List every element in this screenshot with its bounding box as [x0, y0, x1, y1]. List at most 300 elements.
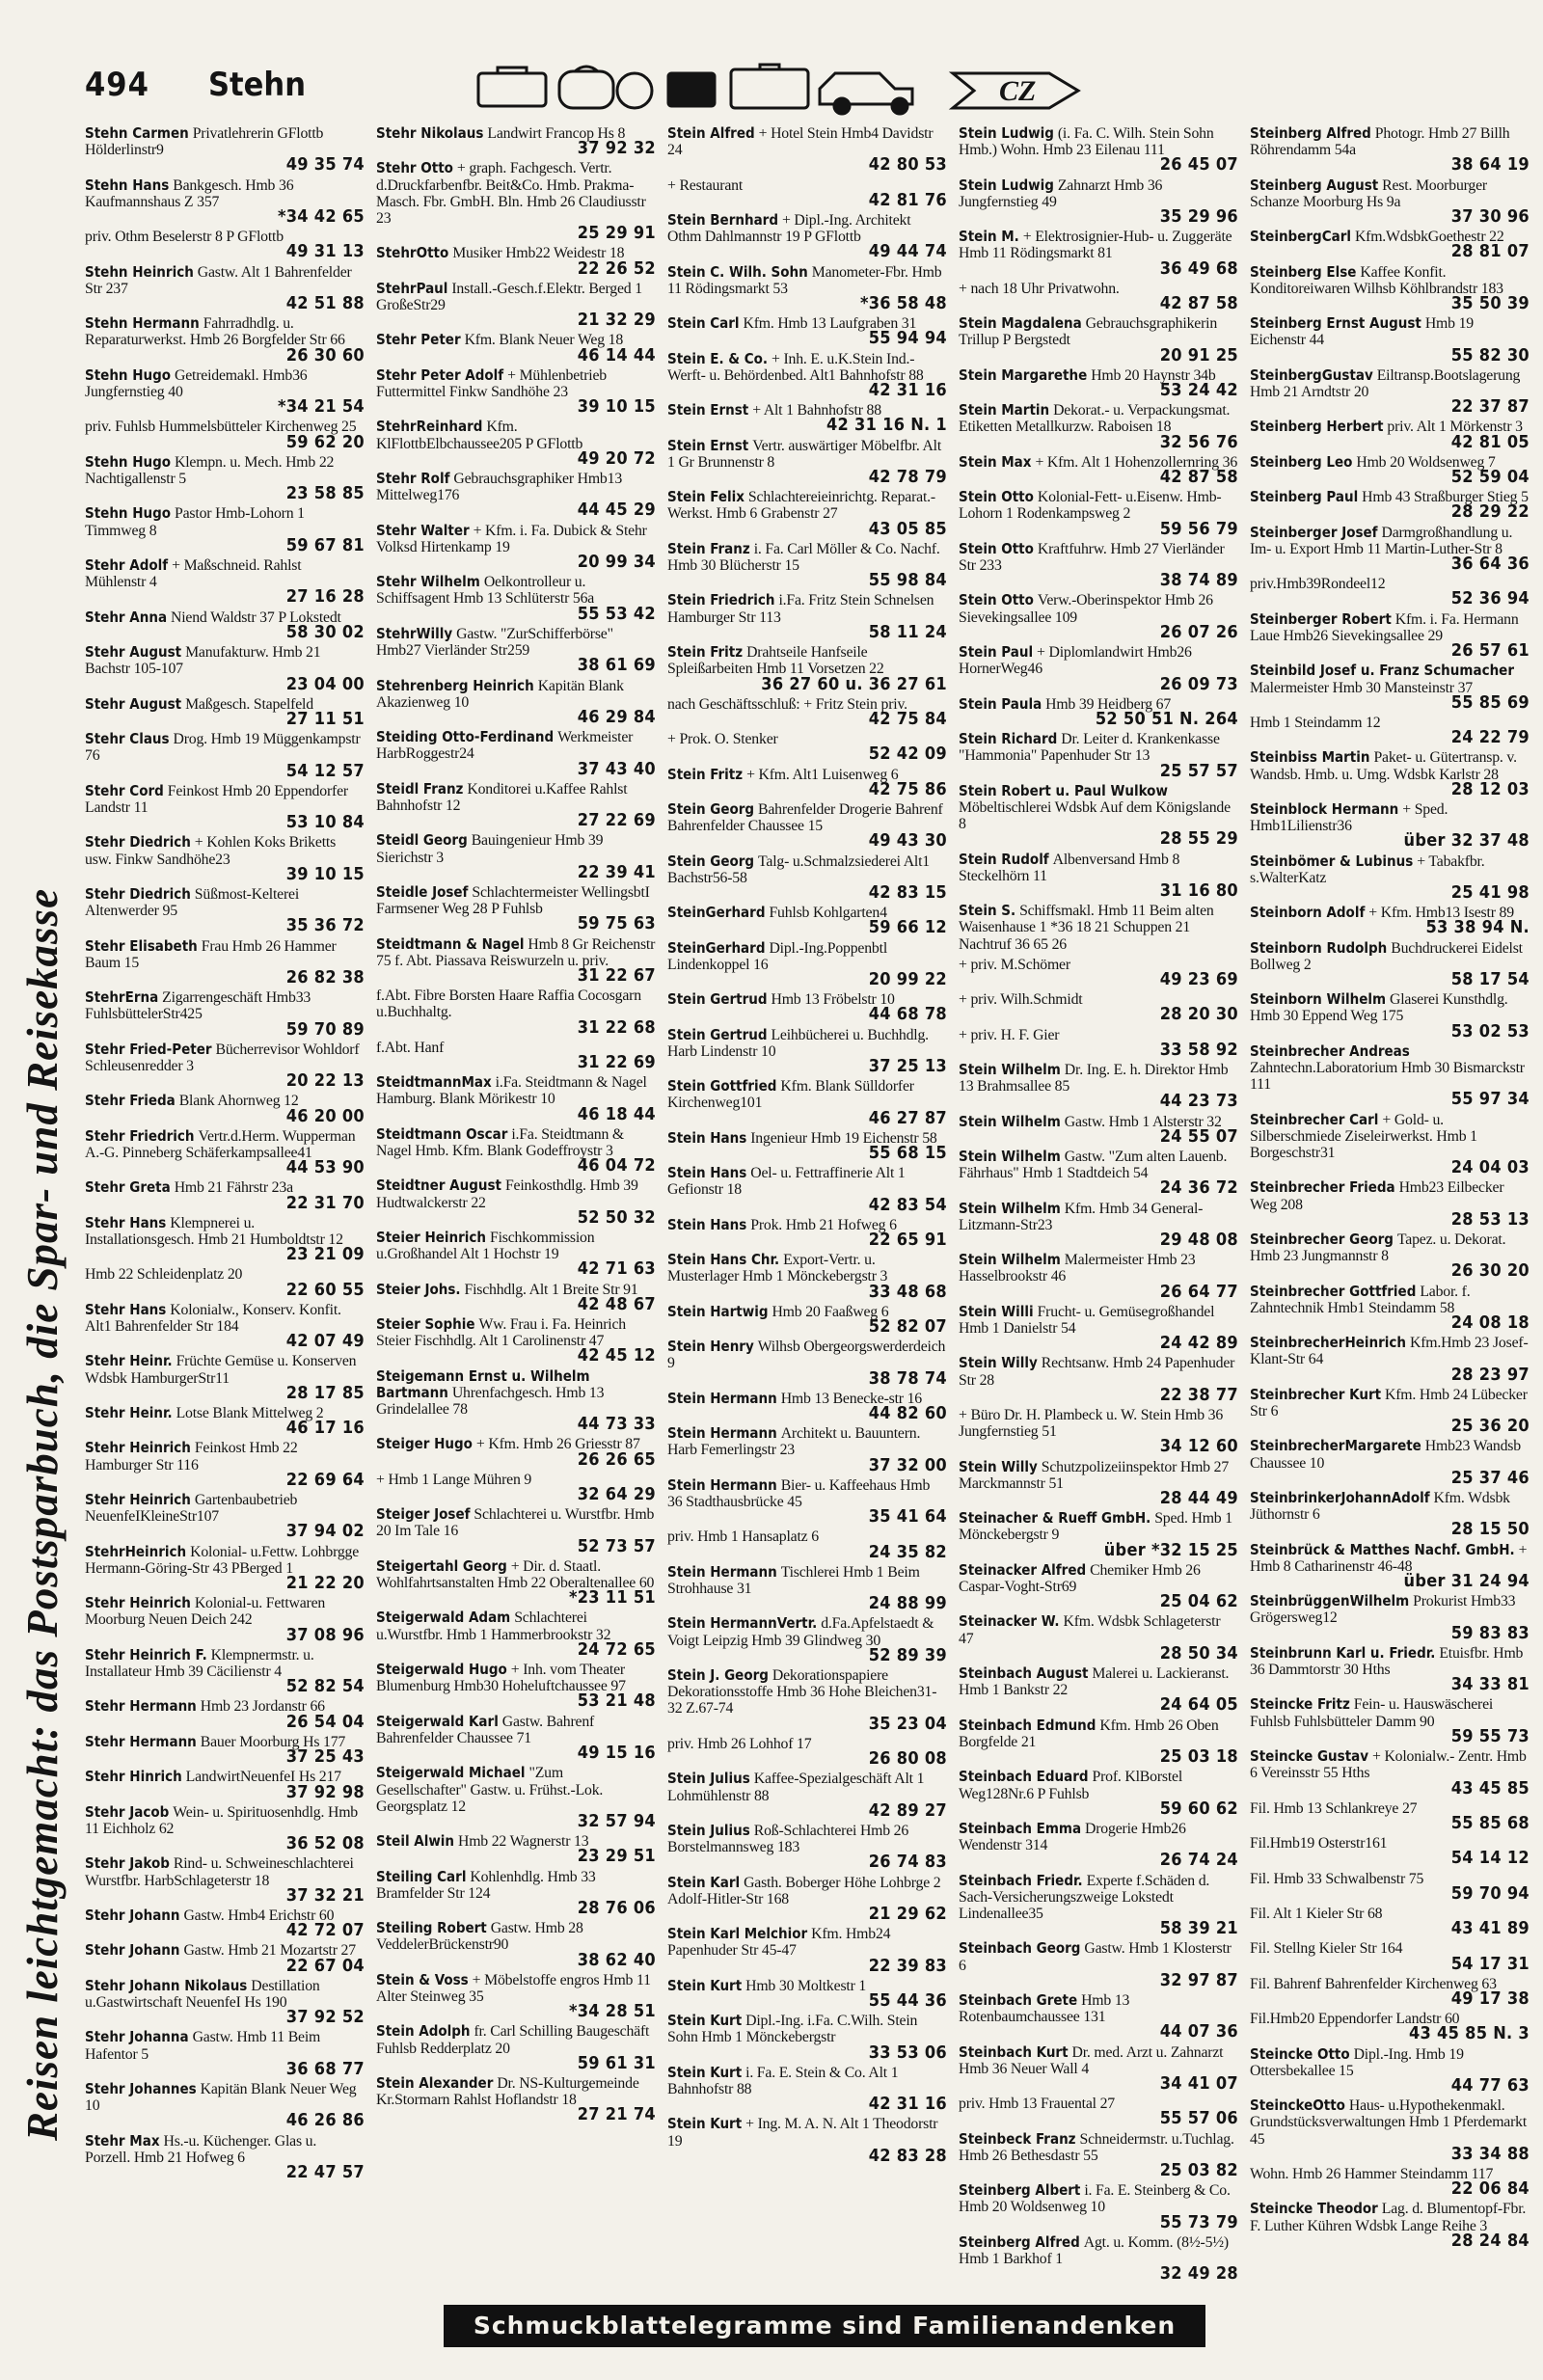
directory-entry [667, 904, 947, 938]
entry-details: Kfm. KlFlottbElbchaussee205 P GFlottb [376, 419, 583, 452]
directory-entry [667, 592, 947, 640]
phone-number: 42 81 76 [868, 189, 947, 210]
entry-name: Steigerwald Karl [376, 1712, 499, 1730]
entry-name: Steinacker W. [959, 1612, 1060, 1631]
entry-details: Lag. d. Blumentopf-Fbr. F. Luther Kühren Wdsbk Lange Reihe 3 [1250, 2201, 1527, 2234]
directory-entry [85, 1302, 365, 1350]
directory-entry [1250, 1871, 1529, 1902]
phone-number: 20 99 22 [868, 968, 947, 989]
entry-details: + Dipl.-Ing. Architekt Othm Dahlmannstr 19 P GFlottb [667, 212, 911, 246]
header-logo: CZ [999, 75, 1037, 107]
entry-name: Stein Hermann [667, 1424, 777, 1443]
directory-entry [667, 1252, 947, 1300]
directory-entry [959, 280, 1238, 314]
entry-name: Stein Alfred [667, 124, 755, 142]
entry-details: + Diplomlandwirt Hmb26 HornerWeg46 [959, 644, 1192, 678]
phone-number: 38 74 89 [1159, 570, 1238, 591]
entry-details: priv. Alt 1 Mörkenstr 3 [1387, 419, 1523, 436]
directory-entry [1250, 2011, 1529, 2042]
phone-number: 31 22 69 [577, 1051, 656, 1072]
directory-entry [85, 696, 365, 727]
entry-details: + Möbelstoffe engros Hmb 11 Alter Steinweg 35 [376, 1971, 651, 2005]
entry-details: + Dir. d. Staatl. Wohlfahrtsanstalten Hmb 22 Oberaltenallee 60 [376, 1557, 655, 1592]
entry-details: Dr. Leiter d. Krankenkasse "Hammonia" Papenhuder Str 13 [959, 731, 1220, 765]
entry-name: Stein Carl [667, 314, 740, 333]
entry-details: Gastw. Hmb 28 VeddelerBrückenstr90 [376, 1920, 583, 1954]
directory-entry [376, 2023, 656, 2071]
entry-name: Stein Felix [667, 488, 744, 506]
directory-entry [376, 729, 656, 777]
entry-name: Stein Willy [959, 1354, 1038, 1372]
directory-entry [959, 1873, 1238, 1937]
entry-details: Kfm. Wdsbk Jüthornstr 6 [1250, 1490, 1510, 1524]
directory-entry [959, 1201, 1238, 1249]
entry-name: StehrPaul [376, 279, 448, 297]
directory-entry [959, 731, 1238, 779]
entry-name: Stein Willy [959, 1457, 1038, 1475]
directory-entry [959, 1717, 1238, 1766]
entry-details: Drahtseile Hanfseile Spleißarbeiten Hmb 11 Vorsetzen 22 [667, 644, 884, 678]
directory-entry [85, 731, 365, 779]
directory-entry [667, 264, 947, 312]
entry-details: Darmgroßhandlung u. Im- u. Export Hmb 11 Martin-Luther-Str 8 [1250, 524, 1513, 557]
entry-name: Stehr Diedrich [85, 884, 191, 903]
directory-entry [1250, 714, 1529, 748]
directory-entry [667, 1302, 947, 1338]
entry-name: Stein Alexander [376, 2073, 494, 2092]
entry-details: Tischlerei Hmb 1 Beim Strohhause 31 [667, 1563, 920, 1598]
directory-entry [376, 1230, 656, 1278]
directory-entry [1250, 940, 1529, 988]
phone-number: 20 91 25 [1159, 344, 1238, 365]
directory-entry [85, 1215, 365, 1263]
entry-details: Privatlehrerin GFlottb Hölderlinstr9 [85, 125, 324, 159]
phone-number: *23 11 51 [568, 1587, 656, 1609]
directory-entry [85, 2133, 365, 2181]
directory-entry [376, 781, 656, 829]
directory-entry [667, 1875, 947, 1923]
entry-name: Steinberg Else [1250, 262, 1357, 281]
phone-number: 42 75 84 [868, 708, 947, 729]
directory-entry [959, 1252, 1238, 1300]
phone-number: 24 64 05 [1159, 1694, 1238, 1716]
entry-details: Gastw. Bahrenf Bahrenfelder Chaussee 71 [376, 1713, 595, 1746]
phone-number: 25 36 20 [1450, 1416, 1529, 1437]
phone-number: 38 61 69 [577, 655, 656, 676]
phone-number: 46 20 00 [285, 1105, 365, 1126]
entry-details: Paket- u. Gütertransp. v. Wandsb. Hmb. u. Umg. Wdsbk Karlstr 28 [1250, 749, 1517, 783]
entry-details: Fil. Hmb 13 Schlankreye 27 [1250, 1799, 1418, 1817]
entry-name: Steinbach Kurt [959, 2042, 1069, 2061]
phone-number: 59 61 31 [577, 2052, 656, 2073]
entry-details: Landwirt Francop Hs 8 [487, 125, 626, 142]
entry-details: Niend Waldstr 37 P Lokstedt [171, 609, 341, 626]
phone-number: 31 22 68 [577, 1016, 656, 1038]
phone-number: 42 89 27 [868, 1799, 947, 1821]
entry-details: Dr. med. Arzt u. Zahnarzt Hmb 36 Neuer Wall 4 [959, 2043, 1224, 2077]
directory-entry [85, 505, 365, 554]
directory-columns [85, 124, 1531, 2285]
entry-details: Kolonial-u. Fettwaren Moorburg Neuen Deich 242 [85, 1595, 326, 1629]
directory-entry [85, 557, 365, 606]
phone-number: 42 31 16 N. 1 [826, 415, 947, 436]
entry-details: i.Fa. Steidtmann & Nagel Hamburg. Blank Mörikestr 10 [376, 1074, 647, 1108]
entry-details: Kraftfuhrw. Hmb 27 Vierländer Str 233 [959, 540, 1225, 575]
entry-details: Fischkommission u.Großhandel Alt 1 Hochstr 19 [376, 1230, 595, 1263]
entry-name: Stein Georg [667, 852, 755, 870]
directory-entry [1250, 576, 1529, 607]
phone-number: 26 45 07 [1159, 154, 1238, 176]
directory-entry [1250, 1490, 1529, 1538]
directory-entry [376, 471, 656, 519]
entry-name: Steinberg Alfred [959, 2232, 1080, 2251]
phone-number: 22 47 57 [285, 2161, 365, 2182]
directory-entry [85, 1492, 365, 1540]
entry-details: Agt. u. Komm. (8½-5½) Hmb 1 Barkhof 1 [959, 2233, 1229, 2267]
phone-number: 59 62 20 [285, 431, 365, 452]
entry-name: Steinbrecher Georg [1250, 1231, 1394, 1248]
phone-number: *34 21 54 [277, 396, 365, 418]
phone-number: 24 35 82 [868, 1541, 947, 1562]
entry-details: + nach 18 Uhr Privatwohn. [959, 280, 1120, 297]
directory-entry [667, 1978, 947, 2009]
entry-name: Steinbrück & Matthes Nachf. GmbH. [1250, 1540, 1515, 1558]
directory-entry [667, 1477, 947, 1526]
phone-number: 42 71 63 [577, 1258, 656, 1280]
directory-entry [959, 1027, 1238, 1058]
phone-number: 55 73 79 [1159, 2211, 1238, 2232]
entry-name: Steidl Georg [376, 831, 468, 850]
directory-entry [85, 419, 365, 452]
directory-entry [85, 177, 365, 226]
directory-entry [667, 401, 947, 436]
phone-number: 49 35 74 [285, 154, 365, 176]
entry-name: StehrWilly [376, 624, 453, 642]
directory-entry [959, 1407, 1238, 1455]
entry-name: Stehr Heinr. [85, 1352, 173, 1370]
entry-name: Steinberg Alfred [1250, 124, 1371, 142]
entry-details: Hmb23 Eilbecker Weg 208 [1250, 1179, 1504, 1213]
phone-number: 46 18 44 [577, 1103, 656, 1124]
entry-details: Dr. Ing. E. h. Direktor Hmb 13 Brahmsallee 85 [959, 1061, 1229, 1095]
directory-entry [376, 1126, 656, 1175]
phone-number: 26 30 60 [285, 344, 365, 365]
directory-entry [85, 1440, 365, 1488]
entry-name: Stehr Heinrich [85, 1594, 191, 1612]
entry-name: Steinbach Eduard [959, 1768, 1089, 1786]
directory-entry [667, 541, 947, 589]
entry-name: Steil Alwin [376, 1832, 455, 1851]
phone-number: 23 29 51 [577, 1846, 656, 1867]
entry-details: Klempnermstr. u. Installateur Hmb 39 Cäcilienstr 4 [85, 1646, 314, 1681]
phone-number: 28 50 34 [1159, 1642, 1238, 1663]
entry-name: Stehn Hermann [85, 314, 200, 333]
entry-details: LandwirtNeuenfeI Hs 217 [185, 1769, 341, 1786]
directory-entry [959, 2044, 1238, 2093]
phone-number: 25 37 46 [1450, 1467, 1529, 1488]
phone-number: 24 08 18 [1450, 1312, 1529, 1334]
entry-details: fr. Carl Schilling Baugeschäft Fuhlsb Redderplatz 20 [376, 2023, 650, 2057]
directory-entry [85, 2081, 365, 2129]
entry-name: Stein Ludwig [959, 176, 1054, 194]
entry-details: + graph. Fachgesch. Vertr. d.Druckfarbenfbr. Beit&Co. Hmb. Prakma-Masch. Fbr. GmbH. Bln. Hmb 26 Claudiusstr 23 [376, 160, 646, 228]
entry-details: Malermeister Hmb 23 Hasselbrookstr 46 [959, 1252, 1196, 1285]
entry-details: priv.Hmb39Rondeel12 [1250, 576, 1386, 593]
directory-entry [667, 1735, 947, 1770]
directory-entry [667, 1130, 947, 1161]
phone-number: 26 80 08 [868, 1748, 947, 1770]
phone-number: 25 57 57 [1159, 760, 1238, 781]
directory-entry [1250, 1593, 1529, 1641]
directory-entry [667, 314, 947, 349]
entry-name: Stein Kurt [667, 1976, 743, 1994]
directory-entry [376, 936, 656, 985]
entry-name: Steinberg Herbert [1250, 418, 1384, 436]
entry-name: Stehr Hermann [85, 1697, 197, 1716]
phone-number: 38 78 74 [868, 1367, 947, 1389]
directory-entry [376, 1662, 656, 1710]
entry-name: Stein Otto [959, 488, 1034, 506]
directory-entry [959, 125, 1238, 174]
directory-entry [1250, 1043, 1529, 1108]
entry-details: Fuhlsb Kohlgarten4 [769, 905, 887, 922]
entry-details: i. Fa. E. Steinberg & Co. Hmb 20 Woldsenweg 10 [959, 2182, 1231, 2216]
phone-number: 28 20 30 [1159, 1004, 1238, 1025]
phone-number: 25 03 18 [1159, 1746, 1238, 1768]
phone-number: 23 58 85 [285, 483, 365, 504]
directory-entry [1250, 525, 1529, 573]
phone-number: 46 26 86 [285, 2110, 365, 2131]
directory-entry [376, 1832, 656, 1867]
phone-number: 37 08 96 [285, 1624, 365, 1645]
entry-details: Bauer Moorburg Hs 177 [200, 1733, 346, 1750]
entry-details: Manometer-Fbr. Hmb 11 Rödingsmarkt 53 [667, 263, 942, 297]
phone-number: 44 23 73 [1159, 1091, 1238, 1112]
phone-number: 55 98 84 [868, 570, 947, 591]
phone-number: 58 39 21 [1159, 1918, 1238, 1939]
entry-name: Stein Georg [667, 799, 755, 818]
directory-entry [667, 1165, 947, 1213]
entry-name: SteinGerhard [667, 904, 766, 922]
phone-number: 28 44 49 [1159, 1488, 1238, 1509]
directory-entry [85, 1595, 365, 1643]
entry-details: Schlachtermeister WellingsbtI Farmsener Weg 28 P Fuhlsb [376, 883, 650, 918]
entry-name: Steinbach Edmund [959, 1716, 1096, 1734]
entry-details: Fil.Hmb19 Osterstr161 [1250, 1835, 1388, 1853]
entry-name: Steinblock Hermann [1250, 799, 1399, 818]
directory-entry [376, 1869, 656, 1917]
phone-number: 22 69 64 [285, 1469, 365, 1490]
entry-details: + Kfm. Hmb13 Isestr 89 [1368, 905, 1514, 922]
entry-details: + Hmb 1 Lange Mühren 9 [376, 1471, 532, 1488]
entry-details: + Kfm. i. Fa. Dubick & Stehr Volksd Hirtenkamp 19 [376, 522, 647, 555]
phone-number: 25 04 62 [1159, 1591, 1238, 1612]
entry-name: Stein Richard [959, 730, 1058, 748]
phone-number: 27 16 28 [285, 586, 365, 608]
entry-details: + Sped. Hmb1Lilienstr36 [1250, 800, 1448, 835]
entry-details: Albenversand Hmb 8 Steckelhörn 11 [959, 851, 1180, 884]
directory-entry [376, 367, 656, 416]
entry-details: Hmb 23 Jordanstr 66 [200, 1698, 325, 1716]
entry-details: + Inh. vom Theater Blumenburg Hmb30 Hoheluftchaussee 97 [376, 1662, 626, 1695]
phone-number: 22 26 52 [577, 257, 656, 279]
entry-name: Stein Fritz [667, 643, 744, 662]
entry-details: + Maßschneid. Rahlst Mühlenstr 4 [85, 557, 302, 591]
directory-entry [959, 2131, 1238, 2179]
phone-number: 52 42 09 [868, 744, 947, 765]
entry-details: Ww. Frau i. Fa. Heinrich Steier Fischhdlg. Alt 1 Carolinenstr 47 [376, 1316, 626, 1350]
phone-number: 59 67 81 [285, 534, 365, 555]
entry-details: Hmb 43 Straßburger Stieg 5 [1362, 489, 1529, 506]
directory-entry [959, 541, 1238, 589]
phone-number: 26 26 65 [577, 1448, 656, 1470]
phone-number: 28 12 03 [1450, 778, 1529, 799]
entry-name: SteinbrecherHeinrich [1250, 1334, 1407, 1352]
directory-entry [959, 1114, 1238, 1145]
phone-number: 37 25 43 [285, 1746, 365, 1768]
directory-entry [85, 1178, 365, 1213]
phone-number: 43 45 85 N. 3 [1408, 2023, 1529, 2044]
phone-number: 46 29 84 [577, 706, 656, 727]
entry-name: Stehr Johann Nikolaus [85, 1976, 248, 1994]
entry-name: Steiding Otto-Ferdinand [376, 728, 555, 746]
phone-number: 39 10 15 [285, 863, 365, 884]
directory-column-3 [667, 125, 947, 2189]
entry-details: + Gold- u. Silberschmiede Ziseleirwerkst. Hmb 1 Borgeschstr31 [1250, 1111, 1477, 1161]
entry-name: Steinberg Paul [1250, 488, 1359, 506]
entry-name: Stein Hans [667, 1128, 747, 1147]
entry-details: Möbeltischlerei Wdsbk Auf dem Königslande 8 [959, 798, 1231, 833]
entry-details: Gastw. Hmb 21 Mozartstr 27 [183, 1942, 356, 1960]
directory-entry [376, 1471, 656, 1505]
phone-number: 42 48 67 [577, 1293, 656, 1314]
directory-entry [959, 644, 1238, 692]
entry-name: Stein Paula [959, 694, 1042, 713]
entry-details: Fil. Bahrenf Bahrenfelder Kirchenweg 63 [1250, 1975, 1497, 1992]
phone-number: 26 64 77 [1159, 1281, 1238, 1302]
phone-number: 32 97 87 [1159, 1969, 1238, 1990]
entry-details: priv. Hmb 26 Lohhof 17 [667, 1735, 812, 1752]
entry-name: SteinbergCarl [1250, 228, 1351, 246]
directory-entry [376, 832, 656, 880]
phone-number: 43 41 89 [1450, 1918, 1529, 1939]
entry-details: Hmb 22 Schleidenplatz 20 [85, 1266, 243, 1284]
phone-number: 46 14 44 [577, 344, 656, 365]
page-number: 494 [85, 66, 149, 104]
phone-number: 59 70 94 [1450, 1882, 1529, 1904]
phone-number: 26 57 61 [1450, 640, 1529, 662]
phone-number: 42 07 49 [285, 1331, 365, 1352]
entry-name: SteinGerhard [667, 938, 766, 957]
entry-details: Etuisfbr. Hmb 36 Dammtorstr 30 Hths [1250, 1644, 1524, 1679]
entry-name: Steincke Fritz [1250, 1695, 1350, 1714]
phone-number: 28 53 13 [1450, 1208, 1529, 1230]
directory-entry [1250, 904, 1529, 938]
entry-details: Drogerie Hmb26 Wendenstr 314 [959, 1820, 1186, 1854]
directory-entry [667, 1615, 947, 1663]
entry-details: Gastw. Alt 1 Bahrenfelder Str 237 [85, 263, 352, 297]
entry-name: Stein Julius [667, 1821, 750, 1839]
entry-name: Steier Sophie [376, 1315, 475, 1334]
entry-details: i. Fa. Carl Möller & Co. Nachf. Hmb 30 Blücherstr 15 [667, 540, 940, 575]
entry-details: Konditorei u.Kaffee Rahlst Bahnhofstr 12 [376, 780, 628, 814]
entry-name: Steigerwald Hugo [376, 1661, 507, 1679]
phone-number: über 31 24 94 [1403, 1571, 1529, 1592]
phone-number: 52 82 54 [285, 1676, 365, 1697]
entry-details: Dipl.-Ing.Poppenbtl Lindenkoppel 16 [667, 939, 888, 973]
entry-name: Stehr Hinrich [85, 1768, 182, 1786]
directory-entry [959, 852, 1238, 900]
entry-name: Stehr Walter [376, 521, 470, 539]
entry-details: Sped. Hmb 1 Mönckebergstr 9 [959, 1510, 1232, 1544]
phone-number: 23 21 09 [285, 1244, 365, 1265]
entry-name: Stein Wilhelm [959, 1147, 1061, 1165]
entry-details: Hmb 1 Steindamm 12 [1250, 714, 1381, 731]
directory-entry [1250, 125, 1529, 174]
entry-name: Stein E. & Co. [667, 349, 769, 367]
entry-details: Dipl.-Ing. Hmb 19 Ottersbekallee 15 [1250, 2045, 1464, 2079]
directory-entry [667, 177, 947, 208]
entry-name: Stehr Anna [85, 608, 168, 626]
directory-entry [1250, 2046, 1529, 2095]
entry-name: Stein Margarethe [959, 365, 1088, 384]
phone-number: 22 67 04 [285, 1955, 365, 1976]
phone-number: 26 82 38 [285, 966, 365, 987]
phone-number: 22 37 87 [1450, 396, 1529, 418]
entry-name: SteinbrinkerJohannAdolf [1250, 1489, 1430, 1507]
directory-entry [85, 834, 365, 882]
entry-name: Stein Willi [959, 1302, 1034, 1320]
entry-details: d.Fa.Apfelstaedt & Voigt Leipzig Hmb 39 Glindweg 30 [667, 1615, 934, 1649]
phone-number: 29 48 08 [1159, 1230, 1238, 1250]
entry-details: Hmb 8 Gr Reichenstr 75 f. Abt. Piassava Reiswurzeln u. priv. [376, 935, 656, 969]
phone-number: 55 97 34 [1450, 1089, 1529, 1110]
entry-details: priv. Hmb 1 Hansaplatz 6 [667, 1528, 819, 1546]
directory-entry [1250, 991, 1529, 1040]
entry-name: Stein HermannVertr. [667, 1614, 818, 1633]
directory-entry [959, 1304, 1238, 1352]
entry-name: Stein Magdalena [959, 314, 1082, 333]
entry-details: Hmb 22 Wagnerstr 13 [457, 1833, 589, 1851]
directory-entry [85, 1697, 365, 1732]
phone-number: 35 23 04 [868, 1713, 947, 1734]
entry-name: Stehr Frieda [85, 1092, 176, 1110]
entry-details: Feinkost Hmb 22 Hamburger Str 116 [85, 1440, 298, 1474]
entry-name: StehrReinhard [376, 418, 483, 436]
directory-entry [959, 2234, 1238, 2283]
entry-details: Glaserei Kunsthdlg. Hmb 30 Eppend Weg 175 [1250, 991, 1508, 1025]
entry-details: Schiffsmakl. Hmb 11 Beim alten Waisenhause 1 *36 18 21 Schuppen 21 Nachtruf 36 65 26 [959, 903, 1214, 953]
entry-details: + Tabakfbr. s.WalterKatz [1250, 852, 1485, 886]
directory-entry [959, 1510, 1238, 1558]
entry-name: Stehn Hugo [85, 365, 172, 384]
phone-number: 22 31 70 [285, 1192, 365, 1213]
directory-entry [959, 1821, 1238, 1869]
entry-details: Prok. Hmb 21 Hofweg 6 [750, 1216, 897, 1233]
directory-entry [1250, 452, 1529, 488]
directory-entry [1250, 749, 1529, 798]
entry-details: Verw.-Oberinspektor Hmb 26 Sievekingsallee 109 [959, 592, 1213, 626]
directory-entry [667, 2116, 947, 2164]
phone-number: 26 30 20 [1450, 1260, 1529, 1282]
directory-entry [376, 1316, 656, 1365]
entry-name: SteinbrüggenWilhelm [1250, 1592, 1410, 1610]
entry-details: Wilhsb Obergeorgswerderdeich 9 [667, 1339, 946, 1372]
entry-details: Hmb 20 Woldsenweg 7 [1356, 453, 1496, 471]
entry-name: Steinbrecher Frieda [1250, 1178, 1395, 1197]
directory-entry [667, 801, 947, 850]
entry-details: Süßmost-Kelterei Altenwerder 95 [85, 885, 300, 920]
